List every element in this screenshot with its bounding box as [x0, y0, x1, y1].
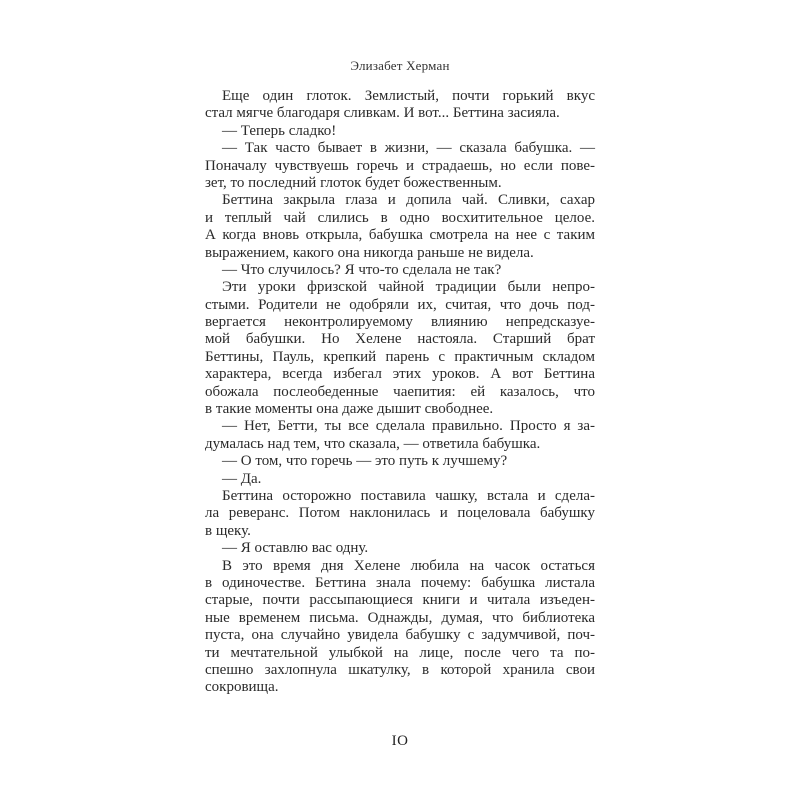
text-line: обожала послеобеденные чаепития: ей казалось, что: [205, 383, 595, 400]
text-line: в одиночестве. Беттина знала почему: бабушка листала: [205, 574, 595, 591]
text-line: в щеку.: [205, 522, 251, 539]
body-text: [205, 88, 595, 697]
text-line: выражением, какого она никогда раньше не видела.: [205, 244, 534, 261]
text-line: Еще один глоток. Землистый, почти горький вкус: [222, 88, 595, 104]
text-line: зет, то последний глоток будет божественным.: [205, 174, 502, 191]
text-line: вергается неконтролируемому влиянию непредсказуе-: [205, 314, 595, 331]
text-line: Беттина осторожно поставила чашку, встала и сдела-: [222, 487, 595, 504]
page-number: IO: [391, 733, 409, 749]
text-line: стыми. Родители не одобряли их, считая, что дочь под-: [205, 296, 595, 313]
text-line: сокровища.: [205, 679, 279, 696]
text-line: — Что случилось? Я что-то сделала не так?: [222, 261, 502, 278]
text-line: пуста, она случайно увидела бабушку с задумчивой, поч-: [205, 627, 595, 644]
text-line: думалась над тем, что сказала, — ответила бабушка.: [205, 435, 541, 452]
text-line: — О том, что горечь — это путь к лучшему?: [222, 453, 508, 470]
text-line: старые, почти рассыпающиеся книги и читала изъеден-: [205, 592, 595, 609]
text-line: стал мягче благодаря сливкам. И вот... Беттина засияла.: [205, 105, 560, 122]
text-line: — Нет, Бетти, ты все сделала правильно. Просто я за-: [222, 418, 595, 435]
text-line: — Да.: [222, 470, 262, 487]
text-line: Эти уроки фризской чайной традиции были непро-: [222, 279, 595, 296]
text-line: А когда вновь открыла, бабушка смотрела на нее с таким: [205, 227, 595, 244]
text-line: ти мечтательной улыбкой на лице, после чего та по-: [205, 644, 595, 661]
text-line: Поначалу чувствуешь горечь и страдаешь, но если пове-: [205, 157, 595, 174]
text-line: характера, всегда избегал этих уроков. А вот Беттина: [205, 366, 595, 383]
running-header-author: Элизабет Херман: [350, 58, 450, 73]
text-line: — Я оставлю вас одну.: [222, 540, 369, 557]
text-line: В это время дня Хелене любила на часок остаться: [222, 557, 595, 574]
text-line: Беттины, Пауль, крепкий парень с практичным складом: [205, 348, 595, 365]
text-line: мой бабушки. Но Хелене настояла. Старший брат: [205, 331, 595, 348]
text-line: и теплый чай слились в одно восхитительное целое.: [205, 209, 595, 226]
text-line: — Теперь сладко!: [222, 122, 337, 139]
text-line: — Так часто бывает в жизни, — сказала бабушка. —: [222, 140, 595, 157]
text-line: ные временем письма. Однажды, думая, что библиотека: [205, 609, 595, 626]
text-line: спешно захлопнула шкатулку, в которой хранила свои: [205, 661, 595, 678]
text-line: Беттина закрыла глаза и допила чай. Сливки, сахар: [222, 192, 595, 209]
text-line: ла реверанс. Потом наклонилась и поцеловала бабушку: [205, 505, 595, 522]
text-line: в такие моменты она даже дышит свободнее.: [205, 401, 494, 418]
